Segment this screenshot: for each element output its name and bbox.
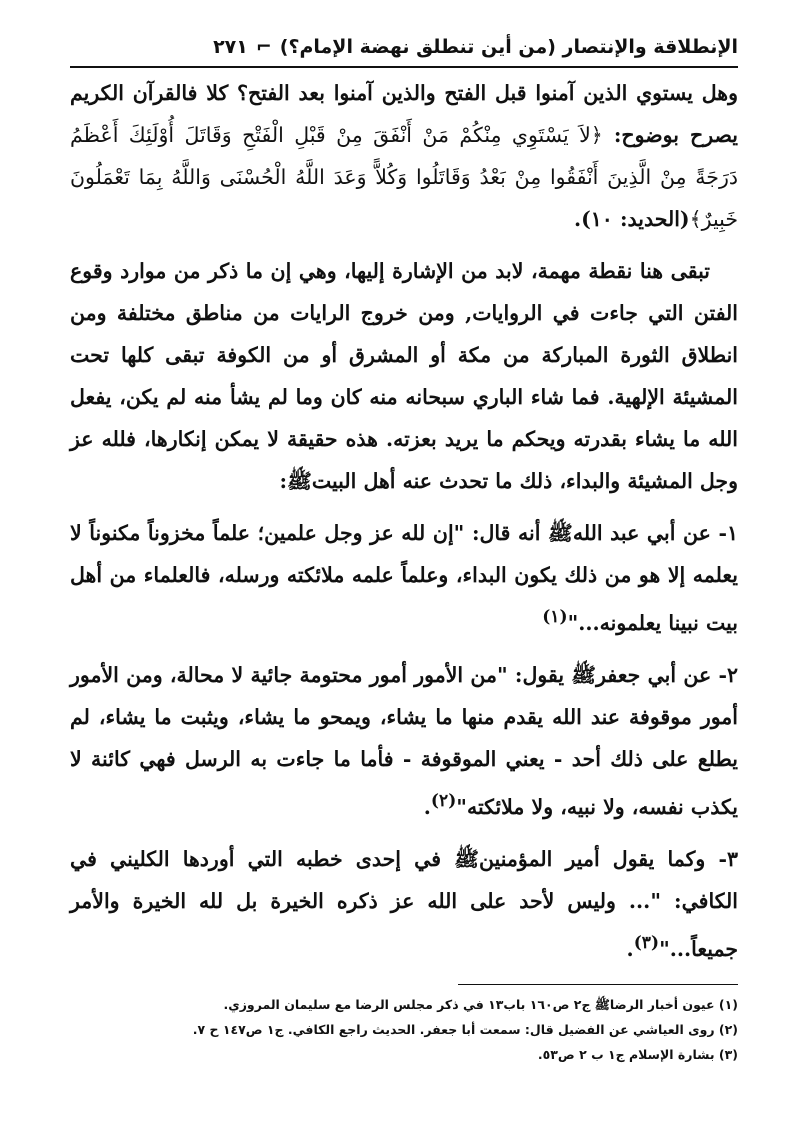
footnote-ref-1: (١) <box>542 607 568 627</box>
footnote-ref-2: (٢) <box>430 790 457 811</box>
page-number: ٢٧١ <box>213 36 248 58</box>
hadith-1-text: ١- عن أبي عبد اللهﷺ أنه قال: "إن لله عز وجل علمين؛ علماً مخزوناً مكنوناً لا يعلمه إلا هو من ذلك يكون البداء، وعلماً علمه ملائكته ورسله، فالعلماء من أهل بيت نبينا يعلمونه..." <box>70 521 738 635</box>
footnote-1: (١) عيون أخبار الرضاﷺ ج٢ ص١٦٠ باب١٣ في ذكر مجلس الرضا مع سليمان المروزي. <box>223 997 738 1012</box>
hadith-2-end: . <box>423 794 431 819</box>
footnote-ref-3: (٣) <box>633 932 660 953</box>
footnote-3: (٣) بشارة الإسلام ج١ ب ٢ ص٥٣. <box>537 1047 738 1062</box>
hadith-3-text: ٣- وكما يقول أمير المؤمنينﷺ في إحدى خطبه التي أوردها الكليني في الكافي: "... وليس لأحد على الله عز ذكره الخيرة بل لله الخيرة والأمر جميعاً..." <box>70 846 738 961</box>
verse-reference: (الحديد: ١٠). <box>573 207 690 231</box>
paragraph-1-text: وهل يستوي الذين آمنوا قبل الفتح والذين آمنوا بعد الفتح؟ كلا فالقرآن الكريم يصرح بوضوح: <box>70 81 738 147</box>
quran-verse: ﴿لاَ يَسْتَوِي مِنْكُمْ مَنْ أَنْفَقَ مِنْ قَبْلِ الْفَتْحِ وَقَاتَلَ أُوْلَئِكَ أَعْظَمُ دَرَجَةً مِنْ الَّذِينَ أَنْفَقُوا مِنْ بَعْدُ وَقَاتَلُوا وَكُلاًّ وَعَدَ اللَّهُ الْحُسْنَى وَاللَّهُ بِمَا تَعْمَلُونَ خَبِيرٌ﴾ <box>70 123 738 231</box>
header-rule <box>70 66 738 68</box>
paragraph-hadith-3 <box>70 838 738 970</box>
header-separator: ⌐ <box>255 36 272 58</box>
page-header <box>70 30 738 64</box>
paragraph-1 <box>70 72 738 240</box>
footnote-2: (٢) روى العياشي عن الفضيل قال: سمعت أبا جعفر. الحديث راجع الكافي. ج١ ص١٤٧ ح ٧. <box>192 1022 738 1037</box>
footnote-rule <box>458 984 738 985</box>
hadith-3-end: . <box>626 936 634 961</box>
paragraph-hadith-1 <box>70 512 738 644</box>
paragraph-hadith-2 <box>70 654 738 828</box>
paragraph-2: تبقى هنا نقطة مهمة، لابد من الإشارة إليها، وهي إن ما ذكر من موارد وقوع الفتن التي جاءت في الروايات, ومن خروج الرايات من مناطق مختلفة ومن انطلاق الثورة المباركة من مكة أو المشرق أو من الكوفة تبقى كلها تحت المشيئة الإلهية. فما شاء الباري سبحانه منه كان وما لم يشأ منه لم يكن، يفعل الله ما يشاء بقدرته ويحكم ما يريد بعزته. هذه حقيقة لا يمكن إنكارها، فلله عز وجل المشيئة والبداء، ذلك ما تحدث عنه أهل البيتﷺ: <box>70 259 738 493</box>
main-text <box>70 72 738 979</box>
hadith-2-text: ٢- عن أبي جعفرﷺ يقول: "من الأمور أمور محتومة جائية لا محالة، ومن الأمور أمور موقوفة عند الله يقدم منها ما يشاء، ويمحو ما يشاء، ويثبت ما يشاء، لم يطلع على ذلك أحد - يعني الموقوفة - فأما ما جاءت به الرسل فهي كائنة لا يكذب نفسه، ولا نبيه، ولا ملائكته" <box>70 662 738 819</box>
footnotes <box>70 992 738 1067</box>
running-title: الإنطلاقة والإنتصار (من أين تنطلق نهضة الإمام؟) <box>279 36 738 58</box>
